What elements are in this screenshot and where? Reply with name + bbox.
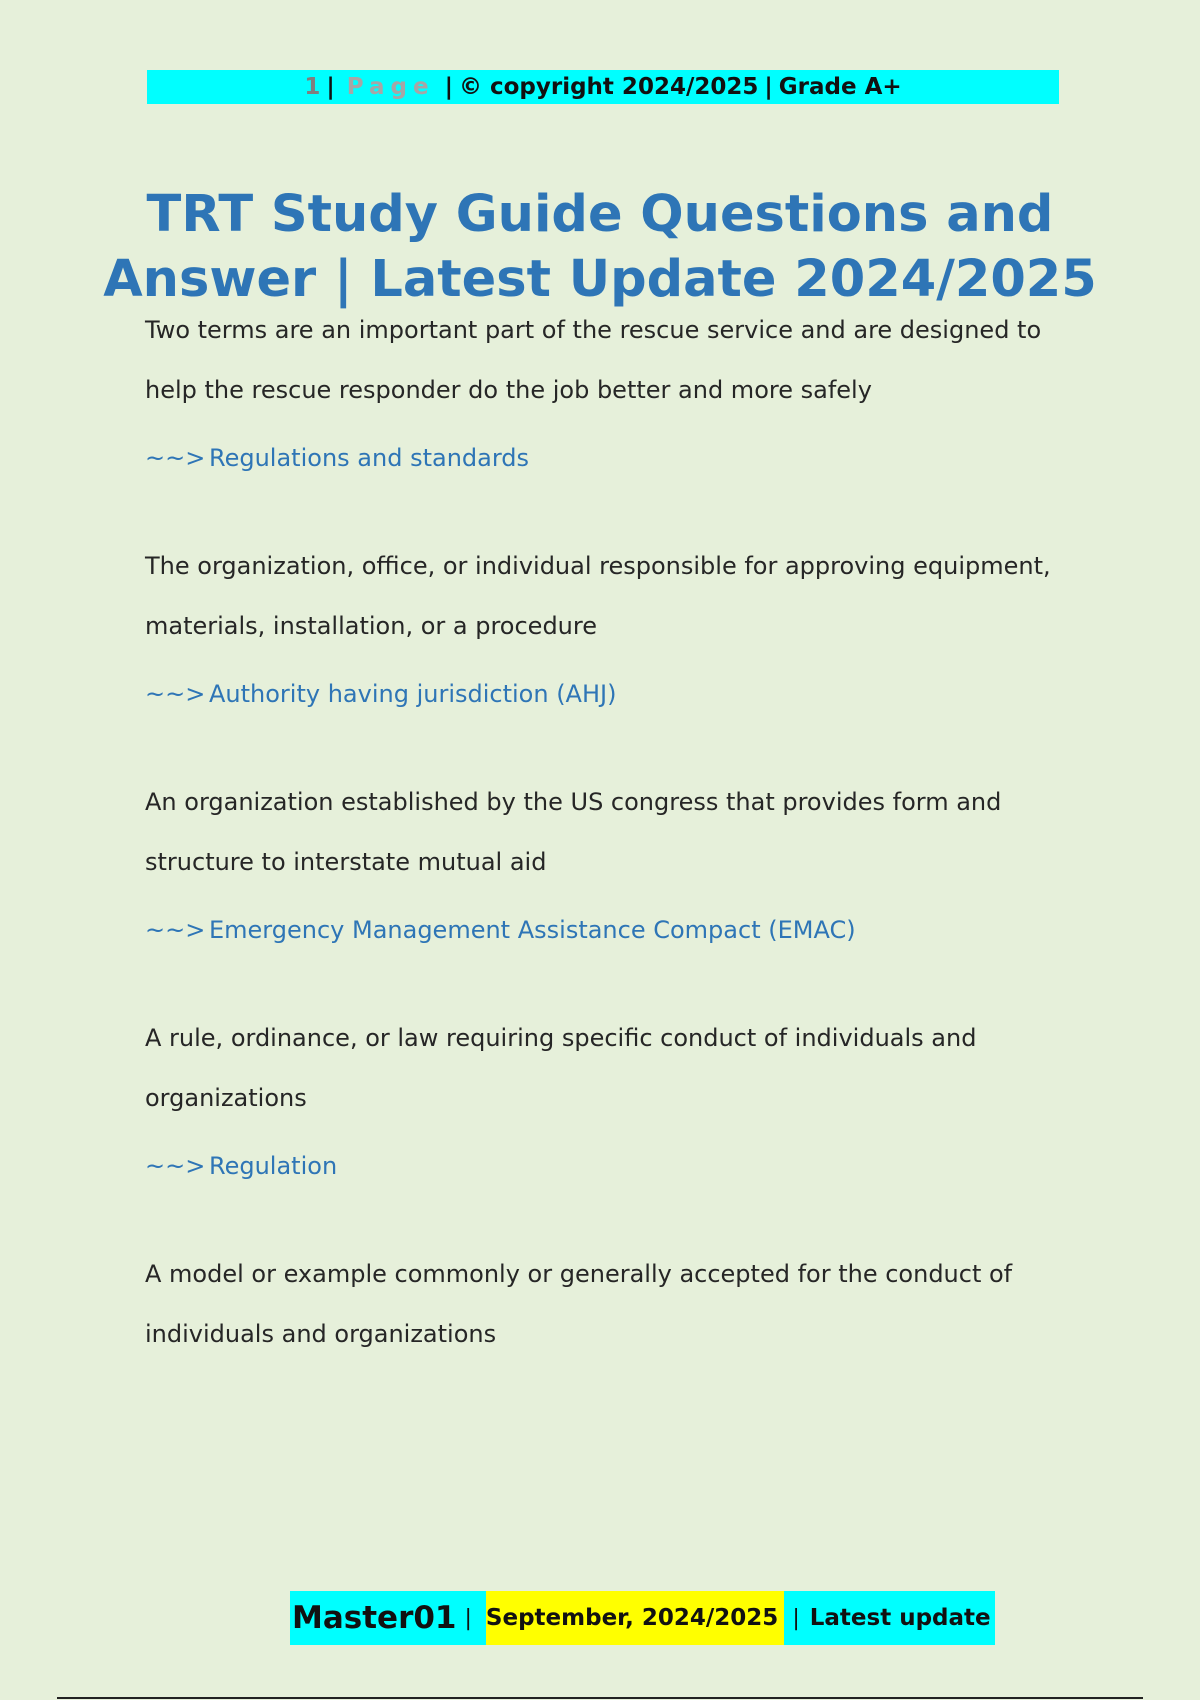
- answer-line: [145, 1151, 1075, 1181]
- qa-item: [145, 1244, 1075, 1364]
- qa-item: [145, 772, 1075, 945]
- page-word: Page: [346, 74, 435, 100]
- footer-separator: |: [792, 1605, 800, 1631]
- answer-text: Regulations and standards: [209, 444, 530, 472]
- grade-text: Grade A+: [778, 74, 902, 100]
- qa-item: [145, 536, 1075, 709]
- answer-line: [145, 443, 1075, 473]
- question-text: The organization, office, or individual responsible for approving equipment, materials, installation, or a procedure: [145, 552, 1051, 640]
- footer-author: [290, 1591, 486, 1645]
- qa-item: [145, 300, 1075, 473]
- answer-line: [145, 679, 1075, 709]
- answer-text: Regulation: [209, 1152, 338, 1180]
- header-separator: |: [444, 74, 453, 100]
- header-separator: |: [764, 74, 773, 100]
- answer-arrow: ~~>: [145, 916, 206, 944]
- answer-line: [145, 915, 1075, 945]
- date-text: September, 2024/2025: [485, 1605, 779, 1631]
- answer-arrow: ~~>: [145, 444, 206, 472]
- answer-text: Authority having jurisdiction (AHJ): [209, 680, 617, 708]
- author-name: Master01: [292, 1600, 457, 1636]
- question-text: A model or example commonly or generally accepted for the conduct of individuals and organizations: [145, 1260, 1013, 1348]
- document-title: TRT Study Guide Questions and Answer | Latest Update 2024/2025: [103, 185, 1097, 309]
- answer-arrow: ~~>: [145, 1152, 206, 1180]
- question-text: A rule, ordinance, or law requiring specific conduct of individuals and organizations: [145, 1024, 977, 1112]
- footer-status: [784, 1591, 994, 1645]
- page-number: 1: [304, 74, 321, 100]
- question-text: An organization established by the US congress that provides form and structure to interstate mutual aid: [145, 788, 1002, 876]
- answer-arrow: ~~>: [145, 680, 206, 708]
- footer-separator: |: [464, 1605, 472, 1631]
- answer-text: Emergency Management Assistance Compact (EMAC): [209, 916, 856, 944]
- footer-date: [486, 1591, 784, 1645]
- qa-item: [145, 1008, 1075, 1181]
- header-separator: |: [326, 74, 335, 100]
- page-header: [147, 70, 1059, 104]
- page-footer: [290, 1591, 995, 1645]
- bottom-divider: [57, 1697, 1143, 1699]
- status-text: Latest update: [809, 1605, 991, 1631]
- question-text: Two terms are an important part of the rescue service and are designed to help the rescue responder do the job better and more safely: [145, 316, 1042, 404]
- copyright-text: © copyright 2024/2025: [458, 74, 759, 100]
- qa-list: [145, 300, 1075, 1427]
